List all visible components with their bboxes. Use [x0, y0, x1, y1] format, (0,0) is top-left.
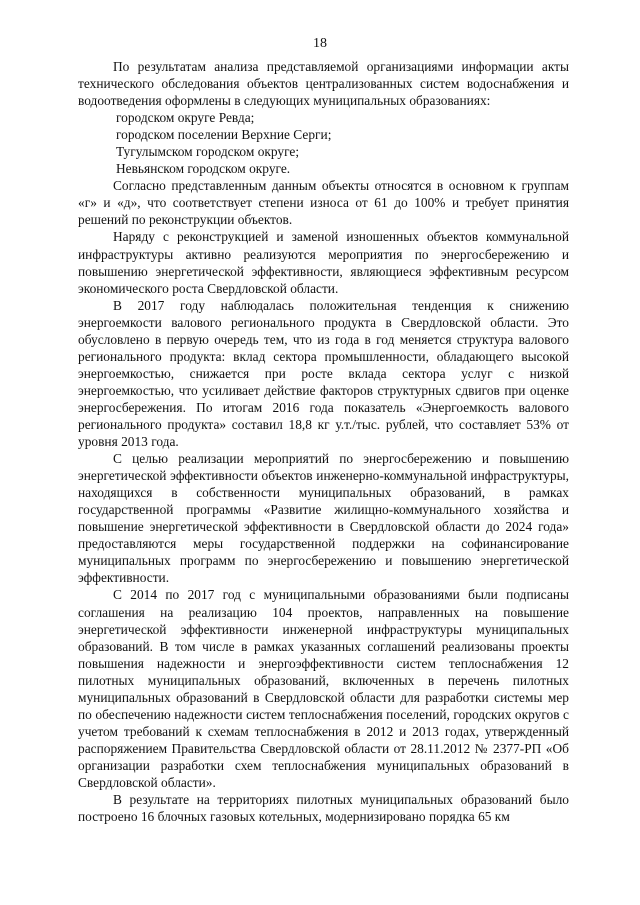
list-item-revda: городском округе Ревда; — [116, 110, 255, 126]
document-body — [78, 58, 569, 825]
page-number: 18 — [313, 36, 327, 51]
paragraph-energy-intensity: В 2017 году наблюдалась положительная тенденция к снижению энергоемкости валового регионального продукта в Свердловской области. Это обусловлено в первую очередь тем, что из года в год меняется структура валового регионального продукта: вклад сектора промышленности, обладающего высокой энергоемкостью, снижается при росте вклада сектора услуг с низкой энергоемкостью, что усиливает действие факторов структурных сдвигов при оценке энергосбережения. По итогам 2016 года показатель «Энергоемкость валового регионального продукта» составил 18,8 кг у.т./тыс. рублей, что составляет 53% от уровня 2013 года. — [78, 297, 569, 450]
list-item-nevyansk: Невьянском городском округе. — [116, 161, 291, 177]
list-item-verkhnie-sergi: городском поселении Верхние Серги; — [116, 127, 332, 143]
paragraph-agreements: С 2014 по 2017 год с муниципальными образованиями были подписаны соглашения на реализацию 104 проектов, направленных на повышение энергетической эффективности инженерной инфраструктуры муниципальных образований. В том числе в рамках указанных соглашений реализованы проекты повышения надежности и энергоэффективности систем теплоснабжения 12 пилотных муниципальных образований, включенных в перечень пилотных муниципальных образований в Свердловской области для разработки системы мер по обеспечению надежности систем теплоснабжения поселений, городских округов с учетом требований к схемам теплоснабжения в 2012 и 2013 годах, утвержденный распоряжением Правительства Свердловской области от 28.11.2012 № 2377-РП «Об организации разработки схем теплоснабжения муниципальных образований в Свердловской области». — [78, 587, 569, 790]
paragraph-energy-saving: Наряду с реконструкцией и заменой изношенных объектов коммунальной инфраструктуры активно реализуются мероприятия по энергосбережению и повышению энергетической эффективности, являющиеся эффективным ресурсом экономического роста Свердловской области. — [78, 229, 569, 296]
paragraph-state-program: С целью реализации мероприятий по энергосбережению и повышению энергетической эффективности объектов инженерно-коммунальной инфраструктуры, находящихся в собственности муниципальных образований, в рамках государственной программы «Развитие жилищно-коммунального хозяйства и повышение энергетической эффективности в Свердловской области до 2024 года» предоставляются меры государственной поддержки на софинансирование муниципальных программ по энергосбережению и повышению энергетической эффективности. — [78, 451, 569, 586]
paragraph-wear-groups: Согласно представленным данным объекты относятся в основном к группам «г» и «д», что соответствует степени износа от 61 до 100% и требует принятия решений по реконструкции объектов. — [78, 178, 569, 228]
paragraph-acts-intro: По результатам анализа представляемой организациями информации акты технического обследования объектов централизованных систем водоснабжения и водоотведения оформлены в следующих муниципальных образованиях: — [78, 59, 569, 109]
list-item-tugulym: Тугулымском городском округе; — [116, 144, 300, 160]
paragraph-results: В результате на территориях пилотных муниципальных образований было построено 16 блочных газовых котельных, модернизировано порядка 65 км — [78, 792, 569, 825]
